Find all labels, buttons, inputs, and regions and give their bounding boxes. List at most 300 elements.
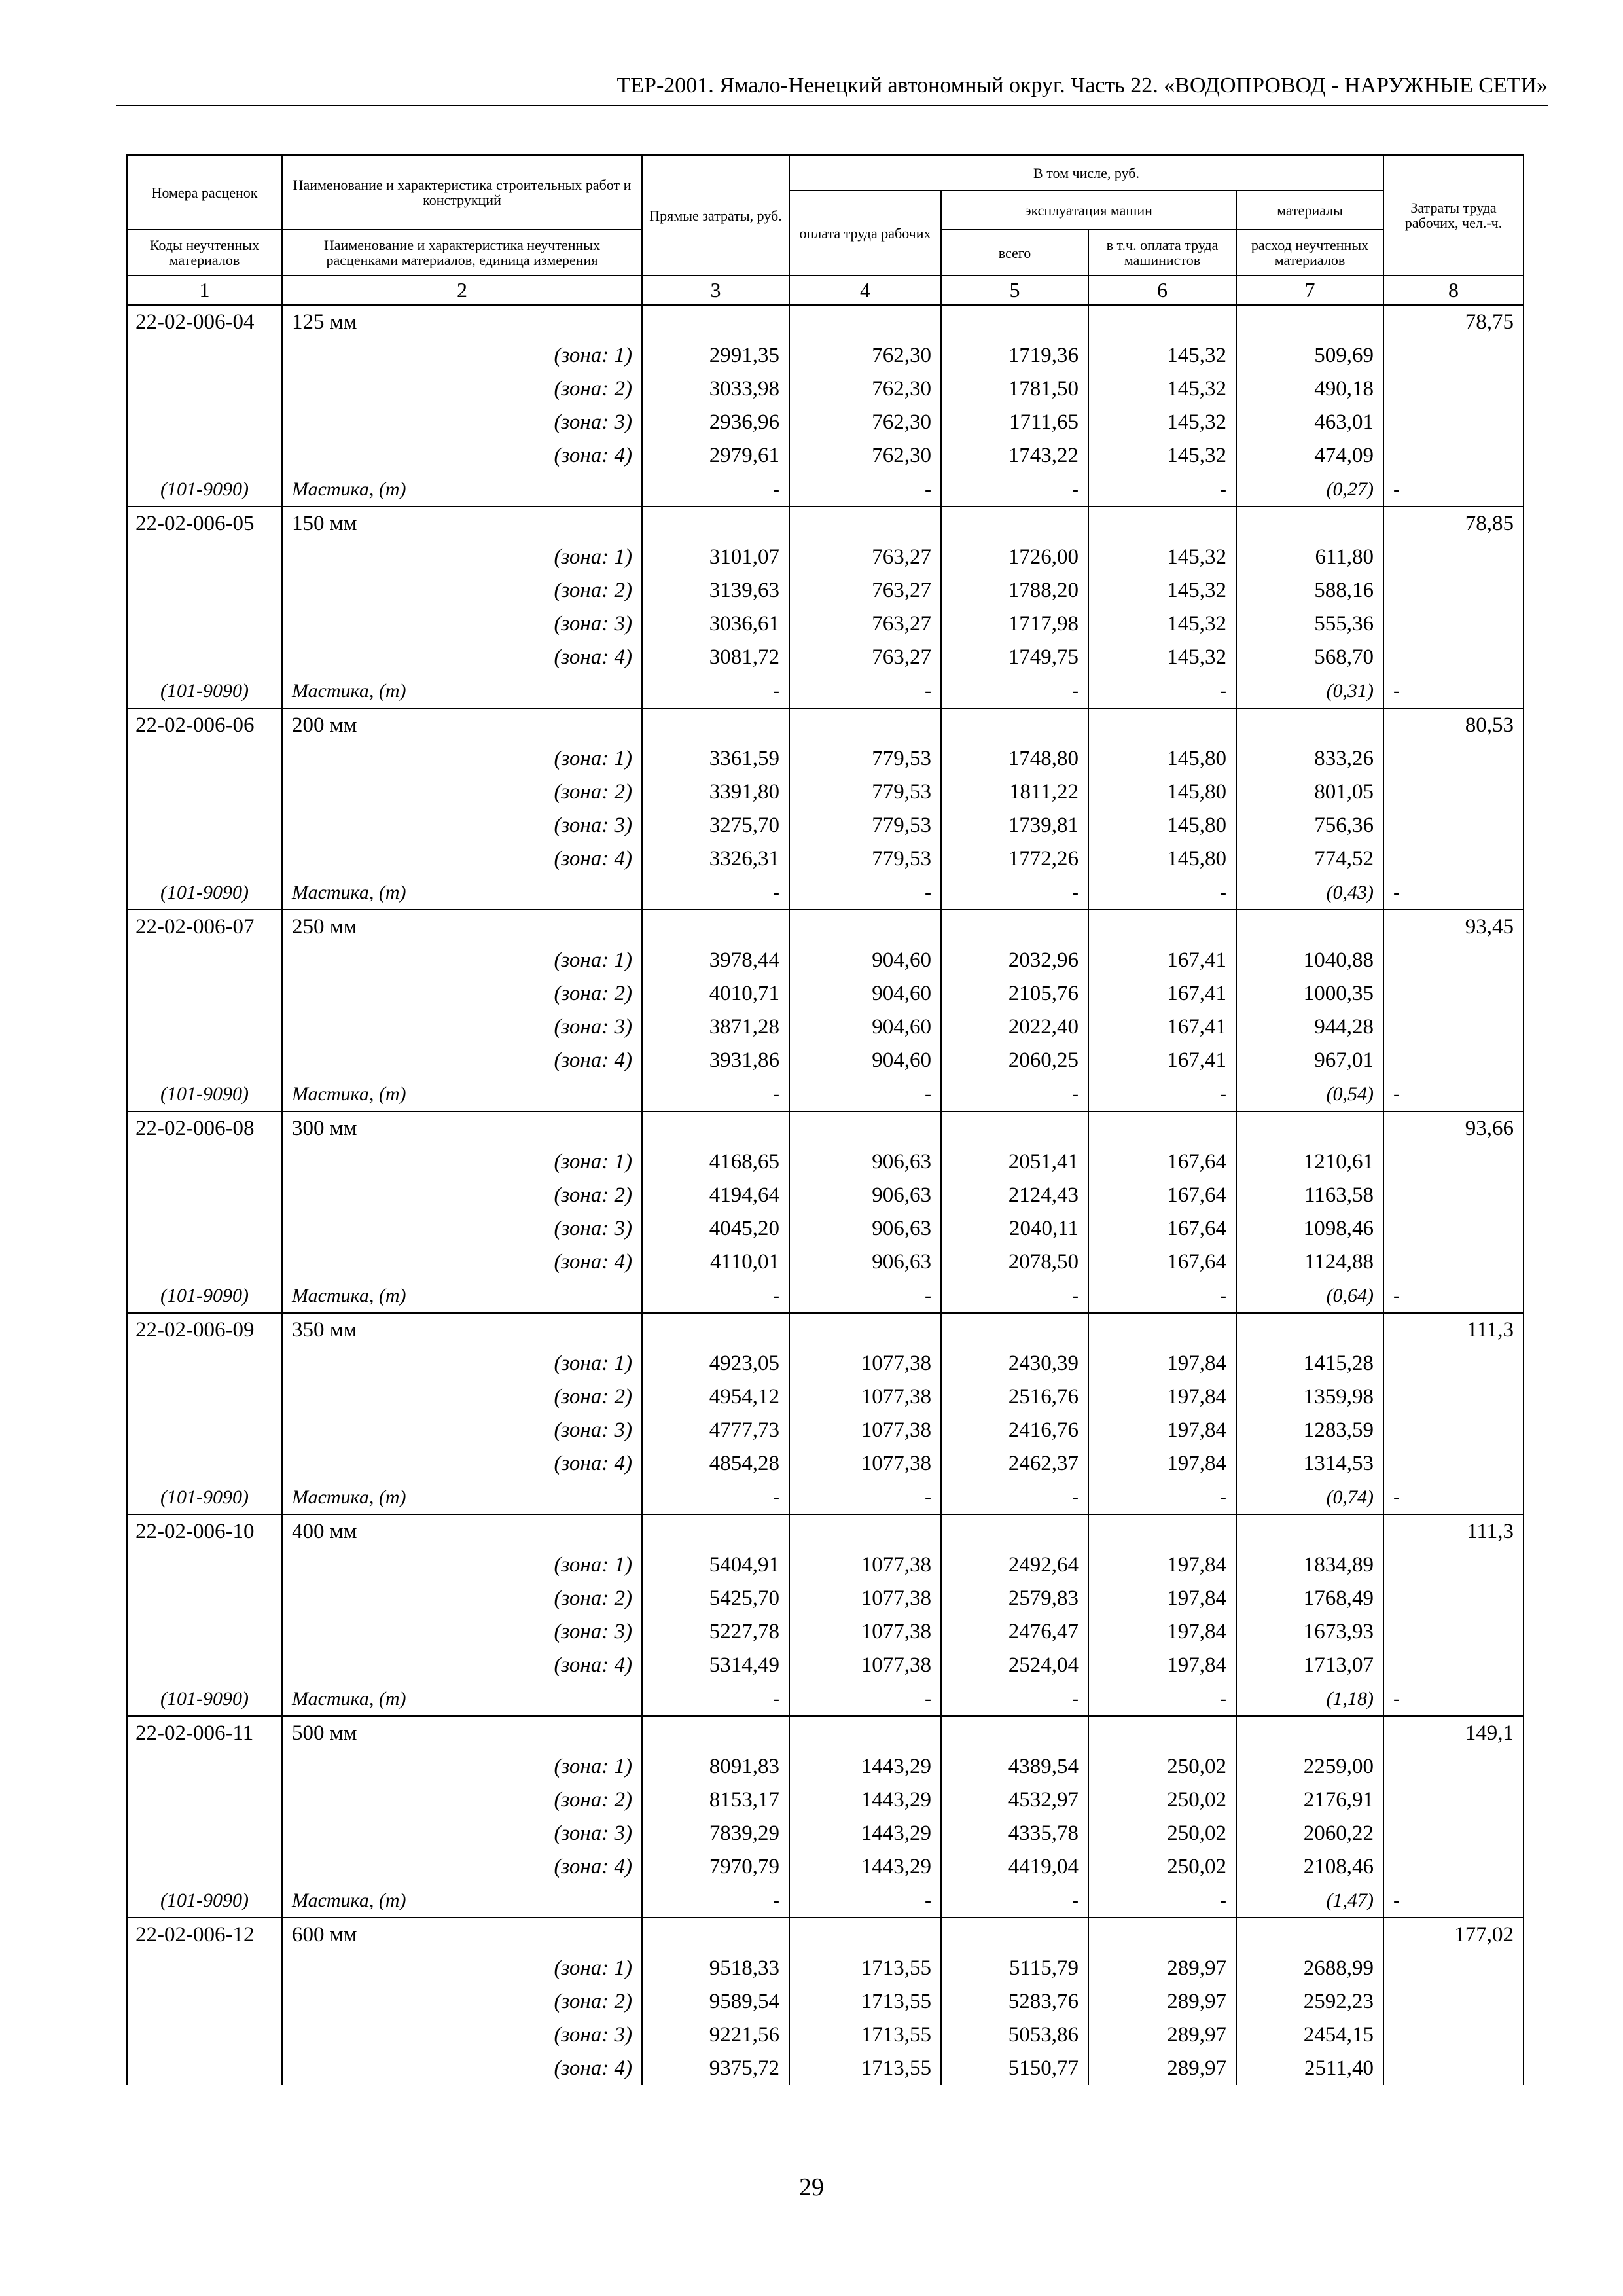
- dash-cell: -: [789, 1682, 941, 1716]
- operator-wages: 145,32: [1088, 641, 1236, 674]
- rate-title-row: [127, 708, 1524, 742]
- dash-cell: -: [642, 1682, 789, 1716]
- worker-wages: 762,30: [789, 339, 941, 372]
- direct-costs: 4045,20: [642, 1212, 789, 1246]
- dash-cell: -: [1088, 1682, 1236, 1716]
- worker-wages: 1713,55: [789, 2052, 941, 2085]
- materials-cost: 2454,15: [1236, 2018, 1383, 2052]
- empty-cell: [1383, 944, 1524, 977]
- dash-cell: -: [1383, 473, 1524, 507]
- zone-row: [127, 1246, 1524, 1279]
- zone-label: (зона: 4): [282, 1649, 642, 1682]
- dash-cell: -: [789, 1884, 941, 1918]
- machines-total: 2060,25: [941, 1044, 1088, 1077]
- zone-label: (зона: 2): [282, 1179, 642, 1212]
- dash-cell: -: [1088, 1279, 1236, 1313]
- worker-wages: 763,27: [789, 541, 941, 574]
- empty-cell: [127, 1246, 282, 1279]
- dash-cell: -: [642, 1279, 789, 1313]
- dash-cell: -: [789, 1077, 941, 1111]
- zone-row: [127, 1784, 1524, 1817]
- column-number-row: [127, 276, 1524, 305]
- direct-costs: 5404,91: [642, 1549, 789, 1582]
- empty-cell: [1383, 2018, 1524, 2052]
- zone-row: [127, 1145, 1524, 1179]
- zone-label: (зона: 1): [282, 541, 642, 574]
- zone-row: [127, 1750, 1524, 1784]
- labor-costs: 78,75: [1383, 305, 1524, 340]
- machines-total: 2105,76: [941, 977, 1088, 1011]
- direct-costs: 4854,28: [642, 1447, 789, 1480]
- material-amount: (0,43): [1236, 876, 1383, 910]
- operator-wages: 197,84: [1088, 1380, 1236, 1414]
- worker-wages: 762,30: [789, 406, 941, 439]
- empty-cell: [127, 1784, 282, 1817]
- direct-costs: 8153,17: [642, 1784, 789, 1817]
- empty-cell: [1236, 1716, 1383, 1750]
- dash-cell: -: [1088, 1480, 1236, 1515]
- empty-cell: [1236, 507, 1383, 541]
- zone-row: [127, 641, 1524, 674]
- worker-wages: 1077,38: [789, 1649, 941, 1682]
- empty-cell: [789, 708, 941, 742]
- empty-cell: [1383, 439, 1524, 473]
- materials-cost: 967,01: [1236, 1044, 1383, 1077]
- worker-wages: 1077,38: [789, 1447, 941, 1480]
- machines-total: 2078,50: [941, 1246, 1088, 1279]
- dash-cell: -: [1383, 1682, 1524, 1716]
- machines-total: 1811,22: [941, 776, 1088, 809]
- dash-cell: -: [1088, 1077, 1236, 1111]
- empty-cell: [127, 641, 282, 674]
- worker-wages: 1077,38: [789, 1549, 941, 1582]
- zone-label: (зона: 2): [282, 1582, 642, 1615]
- machines-total: 2051,41: [941, 1145, 1088, 1179]
- dash-cell: -: [1383, 1077, 1524, 1111]
- worker-wages: 1077,38: [789, 1380, 941, 1414]
- empty-cell: [1383, 742, 1524, 776]
- dash-cell: -: [789, 876, 941, 910]
- empty-cell: [789, 910, 941, 944]
- zone-row: [127, 574, 1524, 607]
- machines-total: 5053,86: [941, 2018, 1088, 2052]
- direct-costs: 8091,83: [642, 1750, 789, 1784]
- empty-cell: [789, 1111, 941, 1145]
- zone-row: [127, 809, 1524, 842]
- materials-cost: 2060,22: [1236, 1817, 1383, 1850]
- operator-wages: 167,41: [1088, 1011, 1236, 1044]
- operator-wages: 145,32: [1088, 339, 1236, 372]
- rate-code: 22-02-006-11: [127, 1716, 282, 1750]
- worker-wages: 904,60: [789, 1011, 941, 1044]
- material-name: Мастика, (т): [282, 1682, 642, 1716]
- labor-costs: 78,85: [1383, 507, 1524, 541]
- machines-total: 1788,20: [941, 574, 1088, 607]
- empty-cell: [941, 1918, 1088, 1952]
- direct-costs: 3871,28: [642, 1011, 789, 1044]
- dash-cell: -: [1088, 674, 1236, 708]
- zone-label: (зона: 4): [282, 641, 642, 674]
- zone-row: [127, 977, 1524, 1011]
- dash-cell: -: [789, 1279, 941, 1313]
- materials-cost: 833,26: [1236, 742, 1383, 776]
- dash-cell: -: [941, 674, 1088, 708]
- zone-row: [127, 541, 1524, 574]
- machines-total: 4389,54: [941, 1750, 1088, 1784]
- operator-wages: 250,02: [1088, 1850, 1236, 1884]
- zone-label: (зона: 3): [282, 1817, 642, 1850]
- operator-wages: 289,97: [1088, 2018, 1236, 2052]
- zone-label: (зона: 4): [282, 1044, 642, 1077]
- dash-cell: -: [1088, 1884, 1236, 1918]
- empty-cell: [1236, 1918, 1383, 1952]
- materials-cost: 509,69: [1236, 339, 1383, 372]
- empty-cell: [127, 1414, 282, 1447]
- material-row: [127, 1480, 1524, 1515]
- zone-row: [127, 1549, 1524, 1582]
- rate-code: 22-02-006-04: [127, 305, 282, 340]
- zone-label: (зона: 3): [282, 1212, 642, 1246]
- labor-costs: 149,1: [1383, 1716, 1524, 1750]
- worker-wages: 1443,29: [789, 1850, 941, 1884]
- empty-cell: [1236, 1313, 1383, 1347]
- worker-wages: 1713,55: [789, 1985, 941, 2018]
- column-number: 7: [1236, 276, 1383, 305]
- machines-total: 1743,22: [941, 439, 1088, 473]
- zone-row: [127, 1347, 1524, 1380]
- operator-wages: 145,32: [1088, 372, 1236, 406]
- material-amount: (0,54): [1236, 1077, 1383, 1111]
- machines-total: 2524,04: [941, 1649, 1088, 1682]
- materials-cost: 774,52: [1236, 842, 1383, 876]
- operator-wages: 145,32: [1088, 439, 1236, 473]
- empty-cell: [127, 1985, 282, 2018]
- empty-cell: [642, 1111, 789, 1145]
- dash-cell: -: [789, 1480, 941, 1515]
- empty-cell: [127, 1044, 282, 1077]
- empty-cell: [127, 1549, 282, 1582]
- empty-cell: [127, 809, 282, 842]
- machines-total: 2476,47: [941, 1615, 1088, 1649]
- direct-costs: 3101,07: [642, 541, 789, 574]
- zone-label: (зона: 1): [282, 339, 642, 372]
- empty-cell: [789, 1716, 941, 1750]
- materials-cost: 1415,28: [1236, 1347, 1383, 1380]
- empty-cell: [1383, 776, 1524, 809]
- material-row: [127, 674, 1524, 708]
- labor-costs: 93,66: [1383, 1111, 1524, 1145]
- table-header: [127, 155, 1524, 305]
- empty-cell: [127, 1212, 282, 1246]
- machines-total: 5150,77: [941, 2052, 1088, 2085]
- rate-title-row: [127, 507, 1524, 541]
- worker-wages: 763,27: [789, 641, 941, 674]
- machines-total: 2579,83: [941, 1582, 1088, 1615]
- rate-name: 500 мм: [282, 1716, 642, 1750]
- worker-wages: 779,53: [789, 842, 941, 876]
- zone-label: (зона: 2): [282, 1985, 642, 2018]
- zone-row: [127, 339, 1524, 372]
- direct-costs: 9589,54: [642, 1985, 789, 2018]
- machines-total: 1748,80: [941, 742, 1088, 776]
- zone-row: [127, 1212, 1524, 1246]
- empty-cell: [127, 977, 282, 1011]
- material-name: Мастика, (т): [282, 1884, 642, 1918]
- empty-cell: [1383, 1649, 1524, 1682]
- dash-cell: -: [941, 1682, 1088, 1716]
- worker-wages: 1077,38: [789, 1414, 941, 1447]
- machines-total: 2040,11: [941, 1212, 1088, 1246]
- header-rate-number: Номера расценок: [127, 155, 282, 230]
- operator-wages: 289,97: [1088, 1985, 1236, 2018]
- labor-costs: 177,02: [1383, 1918, 1524, 1952]
- rate-name: 125 мм: [282, 305, 642, 340]
- empty-cell: [1088, 507, 1236, 541]
- materials-cost: 2592,23: [1236, 1985, 1383, 2018]
- empty-cell: [642, 507, 789, 541]
- materials-cost: 1314,53: [1236, 1447, 1383, 1480]
- dash-cell: -: [642, 1480, 789, 1515]
- empty-cell: [1088, 305, 1236, 340]
- worker-wages: 762,30: [789, 372, 941, 406]
- header-machines-total: всего: [941, 230, 1088, 276]
- direct-costs: 9221,56: [642, 2018, 789, 2052]
- machines-total: 1749,75: [941, 641, 1088, 674]
- empty-cell: [127, 439, 282, 473]
- zone-label: (зона: 3): [282, 1011, 642, 1044]
- empty-cell: [127, 1447, 282, 1480]
- header-unaccounted-materials: расход неучтенных материалов: [1236, 230, 1383, 276]
- empty-cell: [941, 1313, 1088, 1347]
- empty-cell: [642, 1515, 789, 1549]
- zone-label: (зона: 1): [282, 1145, 642, 1179]
- empty-cell: [789, 1918, 941, 1952]
- dash-cell: -: [642, 1884, 789, 1918]
- material-amount: (1,47): [1236, 1884, 1383, 1918]
- labor-costs: 111,3: [1383, 1515, 1524, 1549]
- empty-cell: [941, 708, 1088, 742]
- dash-cell: -: [1383, 1480, 1524, 1515]
- empty-cell: [941, 1111, 1088, 1145]
- zone-label: (зона: 4): [282, 1850, 642, 1884]
- material-name: Мастика, (т): [282, 473, 642, 507]
- empty-cell: [127, 742, 282, 776]
- materials-cost: 2688,99: [1236, 1952, 1383, 1985]
- rate-title-row: [127, 1716, 1524, 1750]
- operator-wages: 167,64: [1088, 1246, 1236, 1279]
- material-code: (101-9090): [127, 1279, 282, 1313]
- direct-costs: 3361,59: [642, 742, 789, 776]
- operator-wages: 197,84: [1088, 1347, 1236, 1380]
- materials-cost: 1359,98: [1236, 1380, 1383, 1414]
- materials-cost: 1713,07: [1236, 1649, 1383, 1682]
- materials-cost: 756,36: [1236, 809, 1383, 842]
- empty-cell: [127, 607, 282, 641]
- zone-row: [127, 776, 1524, 809]
- empty-cell: [941, 305, 1088, 340]
- empty-cell: [1088, 910, 1236, 944]
- operator-wages: 250,02: [1088, 1817, 1236, 1850]
- empty-cell: [642, 1716, 789, 1750]
- material-amount: (0,64): [1236, 1279, 1383, 1313]
- worker-wages: 906,63: [789, 1246, 941, 1279]
- zone-label: (зона: 3): [282, 809, 642, 842]
- material-name: Мастика, (т): [282, 1480, 642, 1515]
- empty-cell: [789, 1515, 941, 1549]
- direct-costs: 5425,70: [642, 1582, 789, 1615]
- worker-wages: 1713,55: [789, 2018, 941, 2052]
- material-code: (101-9090): [127, 1077, 282, 1111]
- direct-costs: 4010,71: [642, 977, 789, 1011]
- rate-name: 150 мм: [282, 507, 642, 541]
- worker-wages: 1443,29: [789, 1750, 941, 1784]
- worker-wages: 906,63: [789, 1145, 941, 1179]
- dash-cell: -: [1088, 473, 1236, 507]
- zone-label: (зона: 3): [282, 607, 642, 641]
- empty-cell: [1383, 1179, 1524, 1212]
- worker-wages: 904,60: [789, 977, 941, 1011]
- materials-cost: 1098,46: [1236, 1212, 1383, 1246]
- zone-row: [127, 1649, 1524, 1682]
- empty-cell: [642, 708, 789, 742]
- material-code: (101-9090): [127, 1682, 282, 1716]
- machines-total: 4419,04: [941, 1850, 1088, 1884]
- rate-code: 22-02-006-09: [127, 1313, 282, 1347]
- zone-row: [127, 1952, 1524, 1985]
- direct-costs: 3978,44: [642, 944, 789, 977]
- empty-cell: [1383, 1246, 1524, 1279]
- rate-title-row: [127, 1918, 1524, 1952]
- machines-total: 2022,40: [941, 1011, 1088, 1044]
- empty-cell: [941, 1515, 1088, 1549]
- materials-cost: 490,18: [1236, 372, 1383, 406]
- direct-costs: 4923,05: [642, 1347, 789, 1380]
- empty-cell: [1236, 305, 1383, 340]
- materials-cost: 588,16: [1236, 574, 1383, 607]
- dash-cell: -: [941, 1077, 1088, 1111]
- header-material-codes: Коды неучтенных материалов: [127, 230, 282, 276]
- header-worker-wages: оплата труда рабочих: [789, 190, 941, 276]
- operator-wages: 145,80: [1088, 742, 1236, 776]
- materials-cost: 1163,58: [1236, 1179, 1383, 1212]
- operator-wages: 197,84: [1088, 1447, 1236, 1480]
- dash-cell: -: [1383, 674, 1524, 708]
- empty-cell: [1383, 541, 1524, 574]
- worker-wages: 779,53: [789, 776, 941, 809]
- zone-row: [127, 842, 1524, 876]
- empty-cell: [941, 910, 1088, 944]
- empty-cell: [127, 1750, 282, 1784]
- direct-costs: 7970,79: [642, 1850, 789, 1884]
- operator-wages: 145,32: [1088, 574, 1236, 607]
- empty-cell: [1383, 607, 1524, 641]
- operator-wages: 167,64: [1088, 1212, 1236, 1246]
- worker-wages: 1077,38: [789, 1582, 941, 1615]
- empty-cell: [1383, 842, 1524, 876]
- machines-total: 2516,76: [941, 1380, 1088, 1414]
- operator-wages: 289,97: [1088, 1952, 1236, 1985]
- labor-costs: 80,53: [1383, 708, 1524, 742]
- worker-wages: 906,63: [789, 1212, 941, 1246]
- column-number: 1: [127, 276, 282, 305]
- direct-costs: 9375,72: [642, 2052, 789, 2085]
- materials-cost: 2176,91: [1236, 1784, 1383, 1817]
- column-number: 8: [1383, 276, 1524, 305]
- materials-cost: 1000,35: [1236, 977, 1383, 1011]
- empty-cell: [127, 1850, 282, 1884]
- header-materials: материалы: [1236, 190, 1383, 230]
- worker-wages: 763,27: [789, 607, 941, 641]
- empty-cell: [127, 2052, 282, 2085]
- empty-cell: [1088, 1515, 1236, 1549]
- machines-total: 4335,78: [941, 1817, 1088, 1850]
- empty-cell: [127, 1011, 282, 1044]
- zone-row: [127, 406, 1524, 439]
- empty-cell: [1383, 1817, 1524, 1850]
- zone-row: [127, 1615, 1524, 1649]
- empty-cell: [127, 1347, 282, 1380]
- header-work-name: Наименование и характеристика строительных работ и конструкций: [282, 155, 642, 230]
- operator-wages: 197,84: [1088, 1615, 1236, 1649]
- worker-wages: 904,60: [789, 944, 941, 977]
- empty-cell: [1383, 1549, 1524, 1582]
- machines-total: 5115,79: [941, 1952, 1088, 1985]
- zone-row: [127, 1414, 1524, 1447]
- header-including: В том числе, руб.: [789, 155, 1383, 190]
- empty-cell: [1383, 1380, 1524, 1414]
- direct-costs: 2991,35: [642, 339, 789, 372]
- empty-cell: [127, 1615, 282, 1649]
- materials-cost: 555,36: [1236, 607, 1383, 641]
- material-code: (101-9090): [127, 674, 282, 708]
- empty-cell: [1383, 2052, 1524, 2085]
- worker-wages: 763,27: [789, 574, 941, 607]
- operator-wages: 250,02: [1088, 1750, 1236, 1784]
- worker-wages: 906,63: [789, 1179, 941, 1212]
- empty-cell: [1383, 1582, 1524, 1615]
- machines-total: 1772,26: [941, 842, 1088, 876]
- machines-total: 2124,43: [941, 1179, 1088, 1212]
- materials-cost: 2108,46: [1236, 1850, 1383, 1884]
- operator-wages: 167,41: [1088, 944, 1236, 977]
- direct-costs: 4777,73: [642, 1414, 789, 1447]
- rate-code: 22-02-006-07: [127, 910, 282, 944]
- worker-wages: 1713,55: [789, 1952, 941, 1985]
- empty-cell: [127, 574, 282, 607]
- direct-costs: 3033,98: [642, 372, 789, 406]
- direct-costs: 9518,33: [642, 1952, 789, 1985]
- direct-costs: 5227,78: [642, 1615, 789, 1649]
- rate-name: 300 мм: [282, 1111, 642, 1145]
- empty-cell: [127, 1649, 282, 1682]
- empty-cell: [1236, 910, 1383, 944]
- empty-cell: [1383, 1447, 1524, 1480]
- materials-cost: 1040,88: [1236, 944, 1383, 977]
- direct-costs: 7839,29: [642, 1817, 789, 1850]
- empty-cell: [1383, 1985, 1524, 2018]
- zone-row: [127, 372, 1524, 406]
- direct-costs: 2936,96: [642, 406, 789, 439]
- zone-label: (зона: 2): [282, 1380, 642, 1414]
- page-number: 29: [799, 2174, 824, 2201]
- operator-wages: 167,64: [1088, 1145, 1236, 1179]
- empty-cell: [1383, 372, 1524, 406]
- direct-costs: 4954,12: [642, 1380, 789, 1414]
- worker-wages: 779,53: [789, 742, 941, 776]
- empty-cell: [789, 1313, 941, 1347]
- machines-total: 1739,81: [941, 809, 1088, 842]
- dash-cell: -: [941, 473, 1088, 507]
